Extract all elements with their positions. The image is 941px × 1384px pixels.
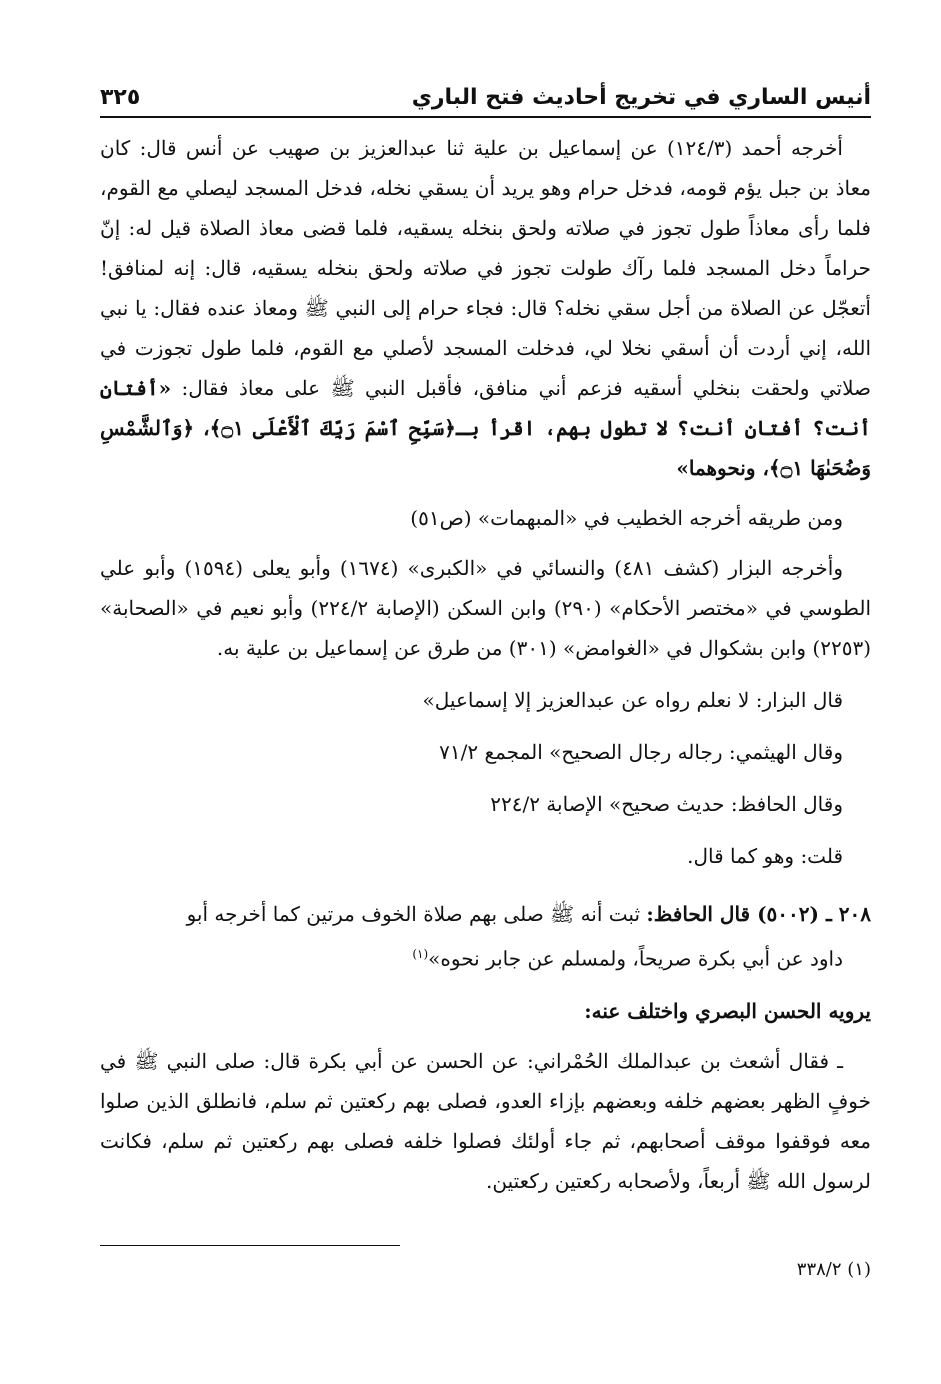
quote-bazzar: قال البزار: لا نعلم رواه عن عبدالعزيز إلا إسماعيل» [422, 688, 843, 712]
paragraph-bazzar: وأخرجه البزار (كشف ٤٨١) والنسائي في «الكبرى» (١٦٧٤) وأبو يعلى (١٥٩٤) وأبو علي الطوسي في «مختصر الأحكام» (٢٩٠) وابن السكن (الإصابة ٢٢٤/٢) وأبو نعيم في «الصحابة» (٢٢٥٣) وابن بشكوال في «الغوامض» (٣٠١) من طرق عن إسماعيل بن علية به. [100, 556, 871, 660]
page-header [100, 70, 871, 118]
paragraph-ahmad [100, 128, 871, 488]
paragraph-ashath: ـ فقال أشعث بن عبدالملك الحُمْراني: عن الحسن عن أبي بكرة قال: صلى النبي ﷺ في خوفٍ الظهر بعضهم خلفه وبعضهم بإزاء العدو، فصلى بهم ركعتين ثم سلم، فانطلق الذين صلوا معه فوقفوا موقف أصحابهم، ثم جاء أولئك فصلوا خلفه فصلى بهم ركعتين ثم سلم، فكانت لرسول الله ﷺ أربعاً، ولأصحابه ركعتين ركعتين. [100, 1048, 871, 1193]
footnote-divider [100, 1245, 400, 1246]
main-text [100, 128, 871, 1201]
entry-208 [100, 894, 871, 934]
footnote-marker: (١) [412, 947, 429, 961]
running-title: أنيس الساري في تخريج أحاديث فتح الباري [411, 85, 871, 110]
entry-continuation [100, 934, 871, 979]
paragraph-ahmad-text: أخرجه أحمد (١٢٤/٣) عن إسماعيل بن علية ثنا عبدالعزيز بن صهيب عن أنس قال: كان معاذ بن جبل يؤم قومه، فدخل حرام وهو يريد أن يسقي نخله، فدخل المسجد ليصلي مع القوم، فلما رأى معاذاً طول تجوز في صلاته ولحق بنخله يسقيه، فلما قضى معاذ الصلاة قيل له: إنّ حراماً دخل المسجد فلما رآك طولت تجوز في صلاته ولحق بنخله يسقيه، قال: إنه لمنافق! أتعجّل عن الصلاة من أجل سقي نخله؟ قال: فجاء حرام إلى النبي ﷺ ومعاذ عنده فقال: يا نبي الله، إني أردت أن أسقي نخلا لي، فدخلت المسجد لأصلي مع القوم، فلما طول تجوزت في صلاتي ولحقت بنخلي أسقيه فزعم أني منافق، فأقبل النبي ﷺ على معاذ فقال: [100, 136, 871, 400]
entry-text: ثبت أنه ﷺ صلى بهم صلاة الخوف مرتين كما أخرجه أبو [186, 902, 641, 926]
section-heading: يرويه الحسن البصري واختلف عنه: [584, 998, 871, 1023]
quote-hafiz: وقال الحافظ: حديث صحيح» الإصابة ٢٢٤/٢ [490, 792, 843, 816]
entry-continuation-text: داود عن أبي بكرة صريحاً، ولمسلم عن جابر نحوه» [428, 946, 843, 971]
paragraph-khatib: ومن طريقه أخرجه الخطيب في «المبهمات» (ص٥١) [410, 506, 843, 530]
entry-number: ٢٠٨ ـ (٥٠٠٢) قال الحافظ: [646, 902, 871, 926]
page-number: ٣٢٥ [100, 85, 141, 110]
footnote: (١) ٣٣٨/٢ [796, 1259, 871, 1280]
hadith-quote-bold: «أفتان أنت؟ أفتان أنت؟ لا تطول بهم، اقرأ بـ﴿سَبِّحِ ٱسْمَ رَبِّكَ ٱلْأَعْلَى ۝١﴾، ﴿وَٱلشَّمْسِ وَضُحَىٰهَا ۝١﴾، ونحوهما» [100, 376, 871, 480]
quote-author: قلت: وهو كما قال. [687, 844, 843, 868]
quote-haythami: وقال الهيثمي: رجاله رجال الصحيح» المجمع ٧١/٢ [439, 740, 843, 764]
